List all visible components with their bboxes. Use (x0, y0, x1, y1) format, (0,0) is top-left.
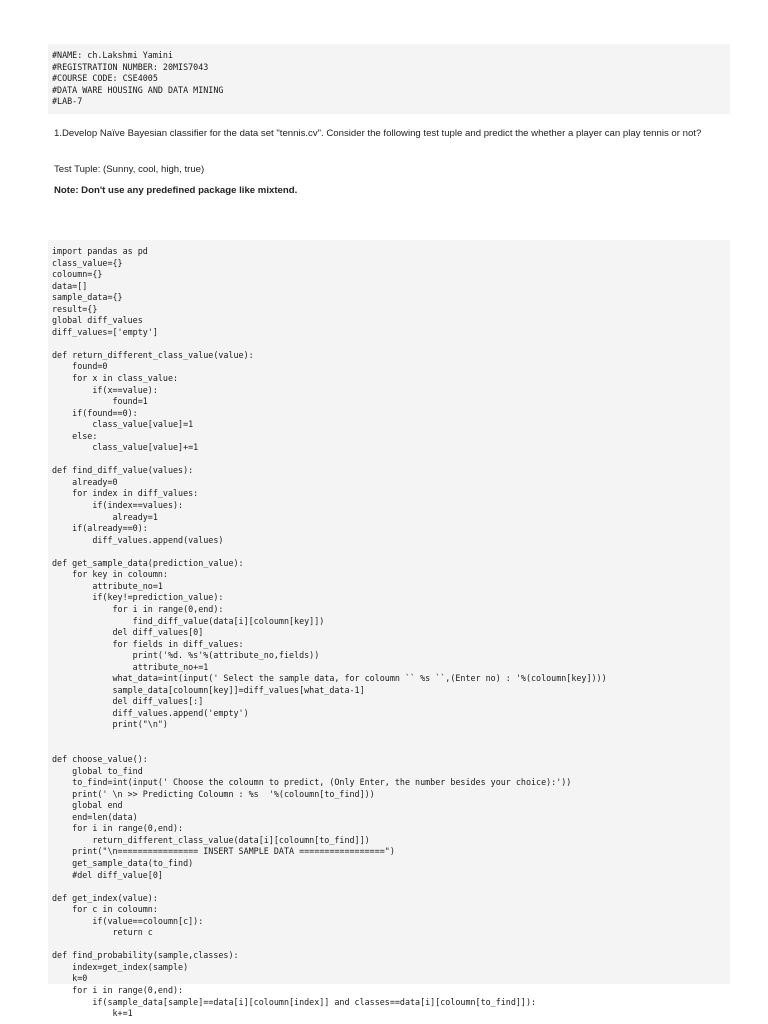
test-tuple-text: Test Tuple: (Sunny, cool, high, true) (54, 164, 205, 175)
code-line: diff_values=['empty'] (52, 326, 158, 337)
code-line: class_value={} (52, 257, 123, 268)
code-line (52, 454, 730, 466)
code-line: end=len(data) (52, 811, 138, 822)
code-line (52, 743, 730, 755)
code-line: k=0 (52, 973, 88, 984)
code-line: index=get_index(sample) (52, 961, 189, 972)
code-line: what_data=int(input(' Select the sample data, for coloumn `` %s ``,(Enter no) : '%(coloumn[key]))) (52, 673, 607, 684)
code-line: class_value[value]=1 (52, 419, 194, 430)
code-line: if(index==values): (52, 500, 184, 511)
code-line: if(sample_data[sample]==data[i][coloumn[index]] and classes==data[i][coloumn[to_find]]): (52, 996, 537, 1007)
header-line: #COURSE CODE: CSE4005 (52, 73, 158, 84)
question-text: 1.Develop Naïve Bayesian classifier for the data set "tennis.cv". Consider the following test tuple and predict the whether a player can play tennis or not? (54, 128, 702, 139)
code-line: data=[] (52, 280, 88, 291)
code-line: print("\n") (52, 719, 168, 730)
code-line: global diff_values (52, 315, 143, 326)
code-line: return c (52, 927, 153, 938)
code-line: def get_index(value): (52, 892, 158, 903)
code-line: coloumn={} (52, 269, 103, 280)
code-line: print("\n================ INSERT SAMPLE DATA =================") (52, 846, 395, 857)
code-line: for fields in diff_values: (52, 638, 244, 649)
code-line: found=0 (52, 361, 108, 372)
header-line: #NAME: ch.Lakshmi Yamini (52, 50, 174, 60)
code-line: for key in coloumn: (52, 569, 168, 580)
code-line: print('%d. %s'%(attribute_no,fields)) (52, 650, 320, 661)
code-line: else: (52, 430, 98, 441)
code-line: if(value==coloumn[c]): (52, 915, 204, 926)
code-line: for i in range(0,end): (52, 823, 184, 834)
code-line: def get_sample_data(prediction_value): (52, 557, 244, 568)
code-line: global to_find (52, 765, 143, 776)
code-line: result={} (52, 303, 98, 314)
code-line: find_diff_value(data[i][coloumn[key]]) (52, 615, 325, 626)
code-line: diff_values.append(values) (52, 534, 224, 545)
code-line: if(x==value): (52, 384, 158, 395)
code-line: if(found==0): (52, 407, 138, 418)
code-line: del diff_values[0] (52, 627, 204, 638)
note-text: Note: Don't use any predefined package like mixtend. (54, 185, 298, 196)
code-line: attribute_no=1 (52, 580, 163, 591)
code-line: def find_diff_value(values): (52, 465, 194, 476)
code-line: #del diff_value[0] (52, 869, 163, 880)
code-line: import pandas as pd (52, 246, 148, 256)
code-line: del diff_values[:] (52, 696, 204, 707)
code-line: for index in diff_values: (52, 488, 199, 499)
code-line: k+=1 (52, 1008, 133, 1019)
code-line: def return_different_class_value(value): (52, 349, 254, 360)
code-line: to_find=int(input(' Choose the coloumn to predict, (Only Enter, the number besides your choice):')) (52, 777, 572, 788)
header-line: #REGISTRATION NUMBER: 20MIS7043 (52, 61, 209, 72)
code-line: class_value[value]+=1 (52, 442, 199, 453)
header-line: #LAB-7 (52, 96, 83, 107)
code-line: def find_probability(sample,classes): (52, 950, 239, 961)
header-comment-block (48, 44, 730, 114)
code-line: for x in class_value: (52, 373, 179, 384)
code-line: return_different_class_value(data[i][coloumn[to_find]]) (52, 834, 370, 845)
code-line: if(already==0): (52, 523, 148, 534)
code-line: get_sample_data(to_find) (52, 857, 194, 868)
code-line: attribute_no+=1 (52, 661, 209, 672)
code-line: def choose_value(): (52, 754, 148, 765)
code-line: already=1 (52, 511, 158, 522)
header-line: #DATA WARE HOUSING AND DATA MINING (52, 84, 224, 95)
code-line (52, 731, 730, 743)
code-line: already=0 (52, 476, 118, 487)
code-line: diff_values.append('empty') (52, 707, 249, 718)
code-line: if(key!=prediction_value): (52, 592, 224, 603)
code-line: for c in coloumn: (52, 904, 158, 915)
code-line (52, 338, 730, 350)
code-line: for i in range(0,end): (52, 985, 184, 995)
code-line: sample_data={} (52, 292, 123, 303)
code-line (52, 939, 730, 951)
code-line: for i in range(0,end): (52, 603, 224, 614)
code-line (52, 881, 730, 893)
code-line: print(' \n >> Predicting Coloumn : %s '%(coloumn[to_find])) (52, 788, 375, 799)
code-line: sample_data[coloumn[key]]=diff_values[what_data-1] (52, 684, 365, 695)
code-line: found=1 (52, 396, 148, 407)
code-line: global end (52, 800, 123, 811)
code-line (52, 546, 730, 558)
code-block (48, 240, 730, 1019)
